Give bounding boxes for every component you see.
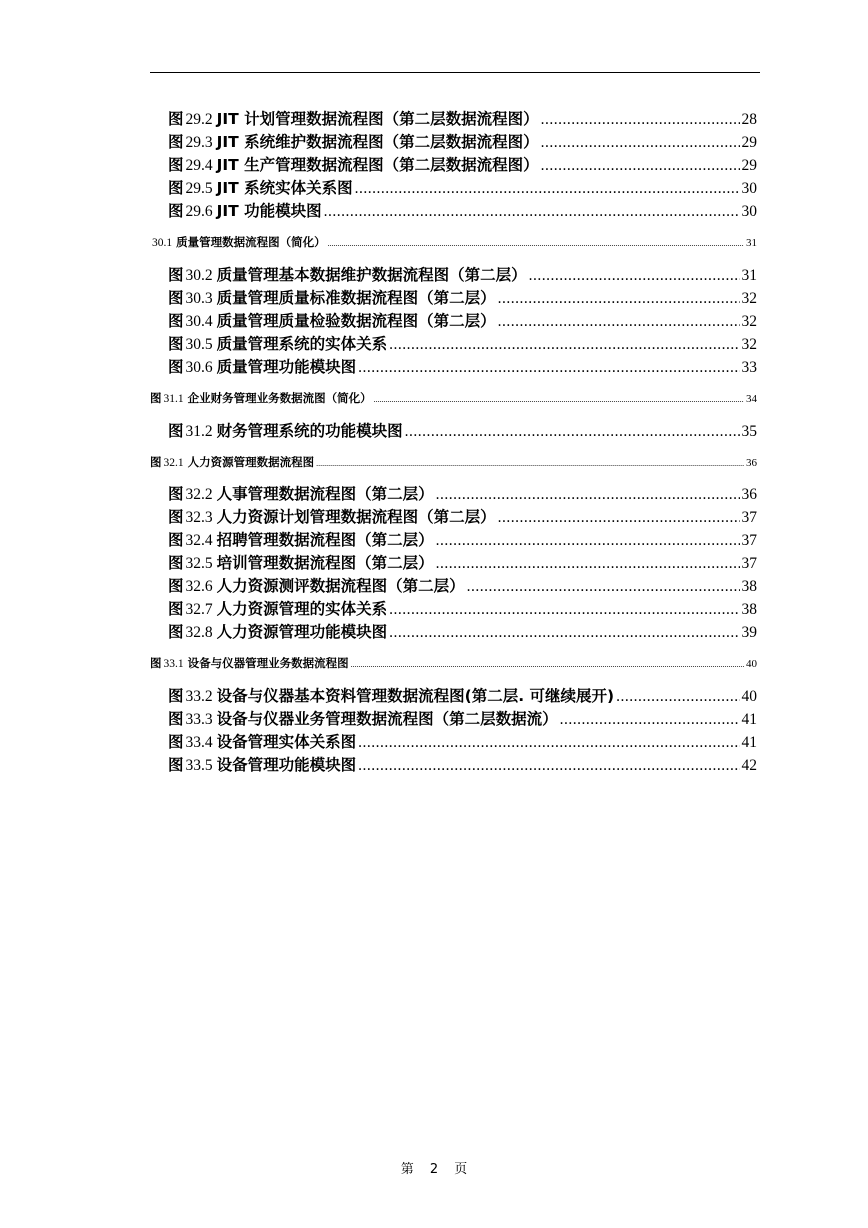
- toc-entry-prefix: 图: [168, 756, 184, 774]
- toc-entry-page: 30: [741, 180, 757, 197]
- toc-entry-prefix: 图: [168, 266, 184, 284]
- toc-entry-page: 32: [741, 336, 757, 353]
- toc-entry-text: 设备管理实体关系图: [216, 733, 357, 751]
- dot-leader: [358, 757, 739, 775]
- dot-leader: [405, 423, 740, 441]
- toc-entry-number: 33.4: [185, 734, 213, 751]
- toc-entry-title: [168, 419, 403, 441]
- toc-entry-page: 31: [746, 237, 757, 249]
- toc-entry-number: 30.6: [185, 359, 213, 376]
- toc-entry[interactable]: [168, 505, 757, 527]
- dot-leader: [436, 532, 740, 550]
- dot-leader: [358, 359, 739, 377]
- footer-page-number: 2: [429, 1162, 439, 1177]
- toc-entry[interactable]: [150, 655, 757, 671]
- toc-entry-number: 29.3: [185, 134, 213, 151]
- toc-entry-prefix: 图: [168, 623, 184, 641]
- toc-entry-prefix: 图: [168, 485, 184, 503]
- dot-leader: [351, 658, 744, 670]
- toc-entry-title: [168, 597, 387, 619]
- toc-entry-prefix: 图: [150, 656, 162, 670]
- toc-entry-title: [168, 574, 465, 596]
- dot-leader: [467, 578, 740, 596]
- toc-entry-number: 30.2: [185, 267, 213, 284]
- toc-entry-title: [168, 753, 356, 775]
- toc-entry-text: JIT 系统维护数据流程图（第二层数据流程图）: [216, 133, 539, 151]
- toc-entry-prefix: 图: [168, 202, 184, 220]
- toc-entry-text: 企业财务管理业务数据流图（简化）: [187, 391, 372, 405]
- toc-entry[interactable]: [168, 332, 757, 354]
- toc-entry-number: 32.2: [185, 486, 213, 503]
- toc-entry-title: [168, 309, 496, 331]
- toc-entry-page: 42: [741, 757, 757, 774]
- dot-leader: [389, 336, 739, 354]
- toc-entry[interactable]: [168, 263, 757, 285]
- toc-entry-page: 36: [741, 486, 757, 503]
- dot-leader: [529, 267, 740, 285]
- toc-entry-prefix: 图: [168, 358, 184, 376]
- toc-entry-text: 质量管理质量检验数据流程图（第二层）: [216, 312, 496, 330]
- toc-entry-text: 财务管理系统的功能模块图: [216, 422, 403, 440]
- dot-leader: [328, 237, 744, 249]
- toc-entry-text: 招聘管理数据流程图（第二层）: [216, 531, 434, 549]
- toc-entry-number: 32.1: [163, 457, 184, 469]
- toc-entry[interactable]: [168, 707, 757, 729]
- toc-entry-text: 设备与仪器管理业务数据流程图: [187, 656, 349, 670]
- toc-entry-prefix: 图: [168, 554, 184, 572]
- toc-entry[interactable]: [168, 176, 757, 198]
- toc-entry-title: [150, 454, 314, 470]
- toc-entry[interactable]: [168, 753, 757, 775]
- toc-entry-page: 37: [741, 555, 757, 572]
- toc-entry-text: JIT 系统实体关系图: [216, 179, 353, 197]
- toc-entry-prefix: 图: [168, 733, 184, 751]
- toc-entry[interactable]: [168, 153, 757, 175]
- toc-entry-title: [150, 655, 349, 671]
- dot-leader: [436, 486, 740, 504]
- toc-entry-page: 39: [741, 624, 757, 641]
- toc-entry-page: 34: [746, 393, 757, 405]
- toc-entry-page: 40: [741, 688, 757, 705]
- toc-entry-prefix: 图: [168, 422, 184, 440]
- toc-entry-page: 40: [746, 658, 757, 670]
- toc-entry-number: 33.3: [185, 711, 213, 728]
- dot-leader: [374, 393, 744, 405]
- toc-entry-page: 28: [741, 111, 757, 128]
- toc-entry-page: 37: [741, 509, 757, 526]
- toc-entry-prefix: 图: [168, 110, 184, 128]
- toc-entry-page: 38: [741, 578, 757, 595]
- header-rule: [150, 72, 760, 73]
- toc-entry-title: [168, 107, 539, 129]
- dot-leader: [324, 203, 740, 221]
- toc-entry-text: 质量管理基本数据维护数据流程图（第二层）: [216, 266, 527, 284]
- toc-entry-text: 人事管理数据流程图（第二层）: [216, 485, 434, 503]
- toc-entry-page: 29: [741, 157, 757, 174]
- toc-entry-title: [168, 332, 387, 354]
- toc-entry-page: 38: [741, 601, 757, 618]
- toc-entry[interactable]: [150, 454, 757, 470]
- toc-entry-number: 33.2: [185, 688, 213, 705]
- toc-entry-text: 质量管理质量标准数据流程图（第二层）: [216, 289, 496, 307]
- toc-entry-number: 29.5: [185, 180, 213, 197]
- toc-entry-prefix: 图: [168, 687, 184, 705]
- dot-leader: [436, 555, 740, 573]
- toc-entry-title: [168, 263, 527, 285]
- dot-leader: [498, 509, 740, 527]
- dot-leader: [616, 688, 739, 706]
- toc-entry-number: 32.7: [185, 601, 213, 618]
- toc-entry-number: 32.6: [185, 578, 213, 595]
- toc-entry-page: 31: [741, 267, 757, 284]
- dot-leader: [541, 157, 740, 175]
- toc-entry[interactable]: [168, 574, 757, 596]
- toc-entry[interactable]: [150, 390, 757, 406]
- toc-entry[interactable]: [168, 199, 757, 221]
- footer-prefix: 第: [400, 1162, 414, 1177]
- toc-entry-prefix: 图: [168, 531, 184, 549]
- toc-entry-text: 质量管理数据流程图（简化）: [176, 235, 326, 249]
- toc-entry-title: [168, 286, 496, 308]
- toc-entry-prefix: 图: [168, 133, 184, 151]
- toc-entry-title: [150, 390, 372, 406]
- toc-entry[interactable]: [168, 551, 757, 573]
- toc-entry-text: 质量管理系统的实体关系: [216, 335, 388, 353]
- toc-entry-page: 41: [741, 711, 757, 728]
- toc-entry-text: JIT 功能模块图: [216, 202, 322, 220]
- toc-entry-title: [168, 620, 387, 642]
- toc-entry-number: 29.2: [185, 111, 213, 128]
- dot-leader: [316, 457, 744, 469]
- toc-entry-number: 29.6: [185, 203, 213, 220]
- toc-entry-title: [168, 355, 356, 377]
- toc-entry-title: [168, 130, 539, 152]
- toc-entry-page: 35: [741, 423, 757, 440]
- toc-entry-prefix: 图: [168, 335, 184, 353]
- toc-entry-title: [168, 176, 353, 198]
- toc-entry-text: 人力资源测评数据流程图（第二层）: [216, 577, 465, 595]
- toc-entry-number: 29.4: [185, 157, 213, 174]
- toc-entry-title: [168, 482, 434, 504]
- toc-entry-page: 29: [741, 134, 757, 151]
- footer-suffix: 页: [454, 1162, 468, 1177]
- page-footer: [0, 1158, 868, 1177]
- toc-entry-text: JIT 生产管理数据流程图（第二层数据流程图）: [216, 156, 539, 174]
- toc-entry-number: 32.4: [185, 532, 213, 549]
- dot-leader: [560, 711, 740, 729]
- toc-entry-number: 30.1: [152, 237, 173, 249]
- toc-entry[interactable]: [168, 597, 757, 619]
- toc-entry[interactable]: [168, 309, 757, 331]
- toc-entry-number: 30.5: [185, 336, 213, 353]
- toc-entry-title: [168, 551, 434, 573]
- toc-entry[interactable]: [150, 234, 757, 250]
- toc-entry-text: 设备与仪器基本资料管理数据流程图(第二层. 可继续展开): [216, 687, 615, 705]
- toc-entry-text: 培训管理数据流程图（第二层）: [216, 554, 434, 572]
- toc-entry-prefix: 图: [168, 156, 184, 174]
- toc-entry-title: [150, 234, 326, 250]
- toc-entry-page: 32: [741, 290, 757, 307]
- toc-entry-prefix: 图: [168, 577, 184, 595]
- toc-entry-number: 32.3: [185, 509, 213, 526]
- toc-entry-page: 41: [741, 734, 757, 751]
- toc-entry-text: 设备管理功能模块图: [216, 756, 357, 774]
- toc-entry-text: 设备与仪器业务管理数据流程图（第二层数据流）: [216, 710, 558, 728]
- toc-entry[interactable]: [168, 419, 757, 441]
- dot-leader: [541, 111, 740, 129]
- toc-entry-number: 30.4: [185, 313, 213, 330]
- toc-entry-page: 30: [741, 203, 757, 220]
- toc-entry-prefix: 图: [168, 508, 184, 526]
- dot-leader: [498, 290, 740, 308]
- toc-entry-number: 31.2: [185, 423, 213, 440]
- toc-entry[interactable]: [168, 528, 757, 550]
- toc-entry-prefix: 图: [150, 391, 162, 405]
- toc-entry-title: [168, 528, 434, 550]
- toc-entry-text: JIT 计划管理数据流程图（第二层数据流程图）: [216, 110, 539, 128]
- toc-entry[interactable]: [168, 684, 757, 706]
- toc-entry[interactable]: [168, 620, 757, 642]
- dot-leader: [389, 624, 739, 642]
- toc-entry-title: [168, 707, 558, 729]
- toc-entry-prefix: 图: [168, 600, 184, 618]
- toc-entry-number: 33.5: [185, 757, 213, 774]
- toc-entry-number: 31.1: [163, 393, 184, 405]
- dot-leader: [541, 134, 740, 152]
- toc-entry[interactable]: [168, 730, 757, 752]
- toc-entry[interactable]: [168, 130, 757, 152]
- toc-entry-text: 人力资源管理的实体关系: [216, 600, 388, 618]
- toc-entry-prefix: 图: [168, 312, 184, 330]
- toc-entry-title: [168, 730, 356, 752]
- toc-entry-prefix: 图: [150, 455, 162, 469]
- toc-entry[interactable]: [168, 286, 757, 308]
- dot-leader: [358, 734, 739, 752]
- toc-entry-prefix: 图: [168, 179, 184, 197]
- toc-entry-number: 30.3: [185, 290, 213, 307]
- toc-entry-title: [168, 684, 614, 706]
- dot-leader: [355, 180, 740, 198]
- toc-entry-text: 质量管理功能模块图: [216, 358, 357, 376]
- toc-entry[interactable]: [168, 107, 757, 129]
- toc-entry-title: [168, 153, 539, 175]
- toc-entry-title: [168, 199, 322, 221]
- toc-entry[interactable]: [168, 355, 757, 377]
- toc-entry-text: 人力资源管理功能模块图: [216, 623, 388, 641]
- toc-entry-text: 人力资源管理数据流程图: [187, 455, 315, 469]
- toc-entry-page: 32: [741, 313, 757, 330]
- toc-entry-prefix: 图: [168, 710, 184, 728]
- toc-entry-prefix: 图: [168, 289, 184, 307]
- toc-entry-text: 人力资源计划管理数据流程图（第二层）: [216, 508, 496, 526]
- toc-entry-number: 32.5: [185, 555, 213, 572]
- dot-leader: [498, 313, 740, 331]
- toc-entry-page: 37: [741, 532, 757, 549]
- toc-entry-page: 36: [746, 457, 757, 469]
- toc-entry-page: 33: [741, 359, 757, 376]
- toc-entry[interactable]: [168, 482, 757, 504]
- dot-leader: [389, 601, 739, 619]
- toc-entry-title: [168, 505, 496, 527]
- toc-entry-number: 33.1: [163, 658, 184, 670]
- toc-entry-number: 32.8: [185, 624, 213, 641]
